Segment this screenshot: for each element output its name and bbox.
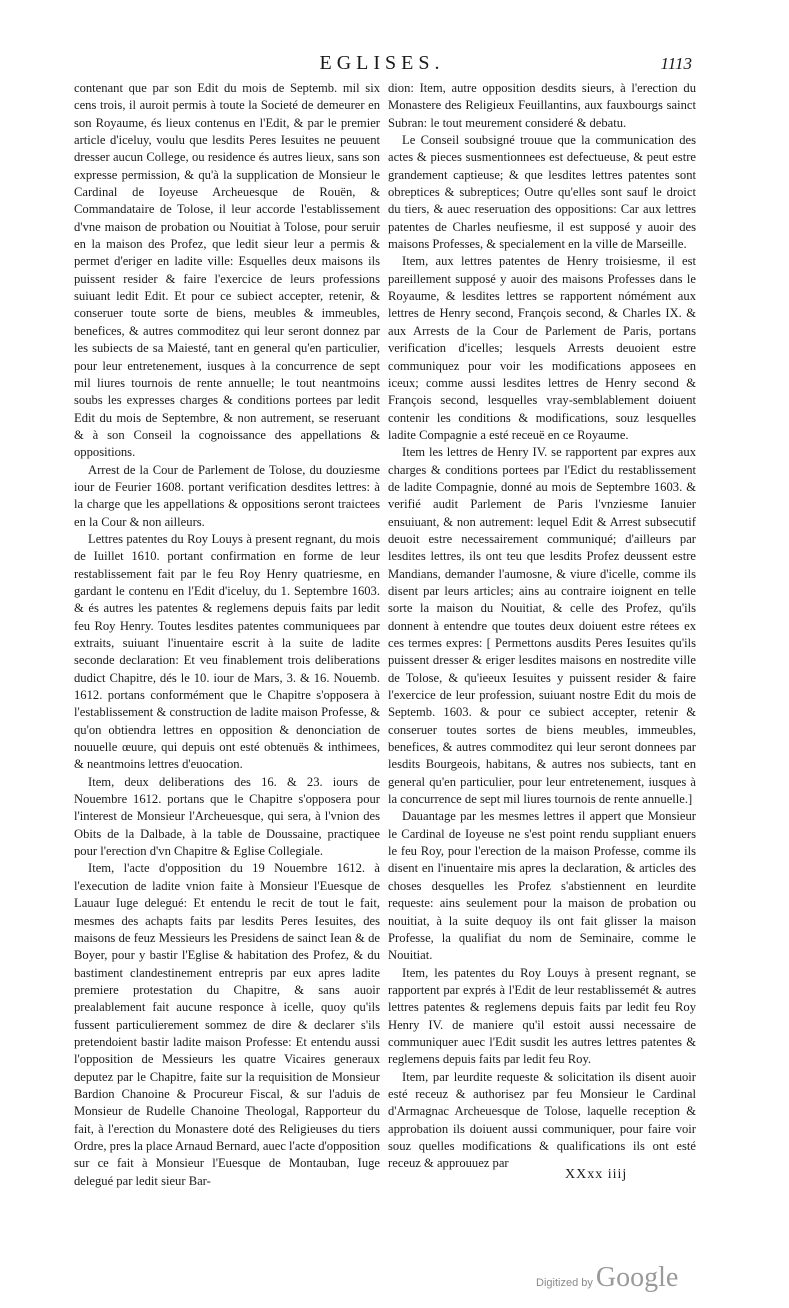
paragraph: Dauantage par les mesmes lettres il appert que Monsieur le Cardinal de Ioyeuse ne s'est point rendu suppliant enuers le feu Roy, pour l'erection de la maison Professe, comme ils disent en l'inuentaire mis apres la declaration, & articles des choses desquelles les Profez s'abstiennent en leurdite requeste: ains seulement pour la maison de probation ou nouitiat, à la suite dequoy ils ont fait glisser la maison Professe, la qualifiat du nom de Seminaire, comme le Nouitiat.: [388, 809, 696, 963]
paragraph: Item, l'acte d'opposition du 19 Nouembre 1612. à l'execution de ladite vnion faite à Monsieur l'Euesque de Lauaur Iuge delegué: Et entendu le recit de tout le fait, mesmes des achapts faits par lesdits Peres Iesuites, des maisons de feuz Messieurs les Presidens de sainct Iean & de Boyer, pour y bastir l'Eglise & habitation des Profez, & du bastiment clandestinement entrepris par eux apres ladite premiere protestation du Chapitre, & sans auoir prealablement fait aucune responce à icelle, quoy qu'ils fussent particulierement sommez de dire & declarer s'ils pretendoient bastir ladite maison Professe: Et entendu aussi l'opposition de Messieurs les quatre Vicaires generaux deputez par le Chapitre, faite sur la requisition de Monsieur Bardion Chanoine & Procureur Fiscal, & sur l'aduis de Monsieur de Rudelle Chanoine Theologal, Rapporteur du fait, à l'erection du Monastere doté des Religieuses du tiers Ordre, pres la place Arnaud Bernard, auec l'acte d'opposition sur ce fait à Monsieur l'Euesque de Montauban, Iuge delegué par ledit sieur Bar-: [74, 861, 380, 1188]
google-logo: Google: [595, 1262, 679, 1293]
running-title: EGLISES.: [319, 52, 445, 74]
paragraph: Item, par leurdite requeste & solicitation ils disent auoir esté receuz & authorisez par feu Monsieur le Cardinal d'Armagnac Archeuesque de Tolose, laquelle reception & approbation ils doiuent aussi communiquer, pour faire voir souz quelles modifications & qualifications ils ont esté receuz & approuuez par: [388, 1069, 696, 1171]
left-column: [74, 80, 380, 1190]
paragraph: contenant que par son Edit du mois de Septemb. mil six cens trois, il auroit permis à toute la Societé de demeurer en son Royaume, és lieux contenus en l'Edit, & par le premier article d'iceluy, voulu que lesdits Peres Iesuites ne peuuent dresser aucun College, ou residence és autres lieux, sans son expresse permission, & qu'à la supplication de Monsieur le Cardinal de Ioyeuse Archeuesque de Rouën, & Commandataire de Tolose, il leur accorde l'establissement d'vne maison de probation ou Nouitiat à Tolose, pour seruir en la maison des Profez, que ledit sieur leur a permis & permet d'eriger en ladite ville: Esquelles deux maisons ils puissent resider & faire l'exercice de leurs professions suiuant ledit Edit. Et pour ce subiect accepter, retenir, & conseruer toute sorte de biens, meubles & immeubles, benefices, & autres commoditez qui leur seront donnez par les subiects de sa Maiesté, tant en general qu'en particulier, pour leur entretenement, iusques à la concurrence de sept mil liures tournois de rente annuelle; le tout neantmoins soubs les expresses charges & conditions portees par ledit Edit du mois de Septembre, & non autrement, se reseruant & à son Conseil la cognoissance des appellations & oppositions.: [74, 81, 380, 460]
paragraph: Item, deux deliberations des 16. & 23. iours de Nouembre 1612. portans que le Chapitre s'opposera pour l'interest de Monsieur l'Archeuesque, qui sera, à l'vnion des Obits de la Dalbade, à la table de Doussaine, practiquee pour l'erection d'vn Chapitre & Eglise Collegiale.: [74, 774, 380, 859]
page-number: 1113: [660, 54, 692, 73]
paragraph: Le Conseil soubsigné trouue que la communication des actes & pieces susmentionnees est defectueuse, & peut estre grandement captieuse; & que lesdites lettres patentes sont obreptices & subreptices; Outre qu'elles sont sauf le droict du tiers, & auec reseruation des oppositions: Car aux lettres patentes de Charles neufiesme, il est supposé y auoir des maisons Professes, & specialement en la ville de Marseille.: [388, 133, 696, 252]
paragraph: dion: Item, autre opposition desdits sieurs, à l'erection du Monastere des Religieux Feuillantins, aux fauxbourgs sainct Subran: le tout meurement consideré & debatu.: [388, 81, 696, 130]
signature-mark: XXxx iiij: [565, 1167, 628, 1182]
paragraph: Item, les patentes du Roy Louys à present regnant, se rapportent par exprés à l'Edit de leur restablissemét & autres lettres patentes & reglemens depuis faits par ledit feu Roy Henry IV. de maniere qu'il estoit aussi necessaire de communiquer auec l'Edit susdit les autres lettres patentes & reglemens depuis faits par ledit feu Roy.: [388, 965, 696, 1067]
digitized-watermark: [536, 1262, 736, 1296]
right-column: [388, 80, 696, 1173]
paragraph: Item les lettres de Henry IV. se rapportent par expres aux charges & conditions portees par l'Edict du restablissement de ladite Compagnie, donné au mois de Septembre 1603. & verifié audit Parlement de Paris l'vnziesme Ianuier ensuiuant, & non autrement: lequel Edit & Arrest subsecutif deuoit estre necessairement communiqué; d'ailleurs par lesdites lettres, ils ont teu que lesdits Profez deussent estre Mandians, demander l'aumosne, & viure d'icelle, comme ils disent par leurs articles; ains au contraire ioignent en telle sorte la maison du Nouitiat, & celle des Profez, qu'ils donnent à entendre que toutes deux doiuent estre rétees ex ces termes expres: [ Permettons ausdits Peres Iesuites qu'ils puissent dresser & eriger lesdites maisons en nostredite ville de Tolose, & qu'ieeux Iesuites y puissent resider & faire l'exercice de leur profession, suiuant nostre Edit du mois de Septemb. 1603. & pour ce subiect accepter, retenir & conseruer toutes sortes de biens meubles, immeubles, benefices, & autres commoditez qui leur seront donnees par lesdits Bourgeois, habitans, & autres nos subiects, tant en general qu'en particulier, pour leur entretenement, iusques à la concurrence de sept mil liures tournois de rente annuelle.]: [388, 445, 696, 807]
paragraph: Arrest de la Cour de Parlement de Tolose, du douziesme iour de Feurier 1608. portant verification desdites lettres: à la charge que les appellations & oppositions seront traictees en la Cour & non ailleurs.: [74, 462, 380, 529]
paragraph: Item, aux lettres patentes de Henry troisiesme, il est pareillement supposé y auoir des maisons Professes dans le Royaume, & lesdites lettres se rapportent nómément aux lettres de Henry second, François second, & Charles IX. & aux Arrests de la Cour de Parlement de Paris, portans verification d'icelles; lesquels Arrests deuoient estre communiquez pour voir les modifications apposees en iceux; comme aussi lesdites lettres de Henry second & François second, lesquelles vray-semblablement doiuent contenir les conditions & modifications, souz lesquelles ladite Compagnie a esté receuë en ce Royaume.: [388, 254, 696, 442]
page-header: [72, 52, 692, 78]
watermark-prefix: Digitized by: [536, 1277, 593, 1289]
paragraph: Lettres patentes du Roy Louys à present regnant, du mois de Iuillet 1610. portant confirmation en forme de leur restablissement fait par le feu Roy Henry quatriesme, en gardant le contenu en l'Edit d'iceluy, du 1. Septembre 1603. & és autres les patentes & reglemens depuis faits par ledit feu Roy Henry. Toutes lesdites patentes communiquees par extraits, suiuant l'inuentaire escrit à la suite de ladite seconde declaration: Et veu finablement trois deliberations dudict Chapitre, dés le 10. iour de Mars, 3. & 16. Nouemb. 1612. portans conformément que le Chapitre s'opposera à l'establissement & construction de ladite maison Professe, & qu'on obtiendra lettres en opposition & denonciation de nouuelle œuure, qui depuis ont esté obtenuës & inthimees, & neantmoins lettres d'euocation.: [74, 531, 380, 772]
